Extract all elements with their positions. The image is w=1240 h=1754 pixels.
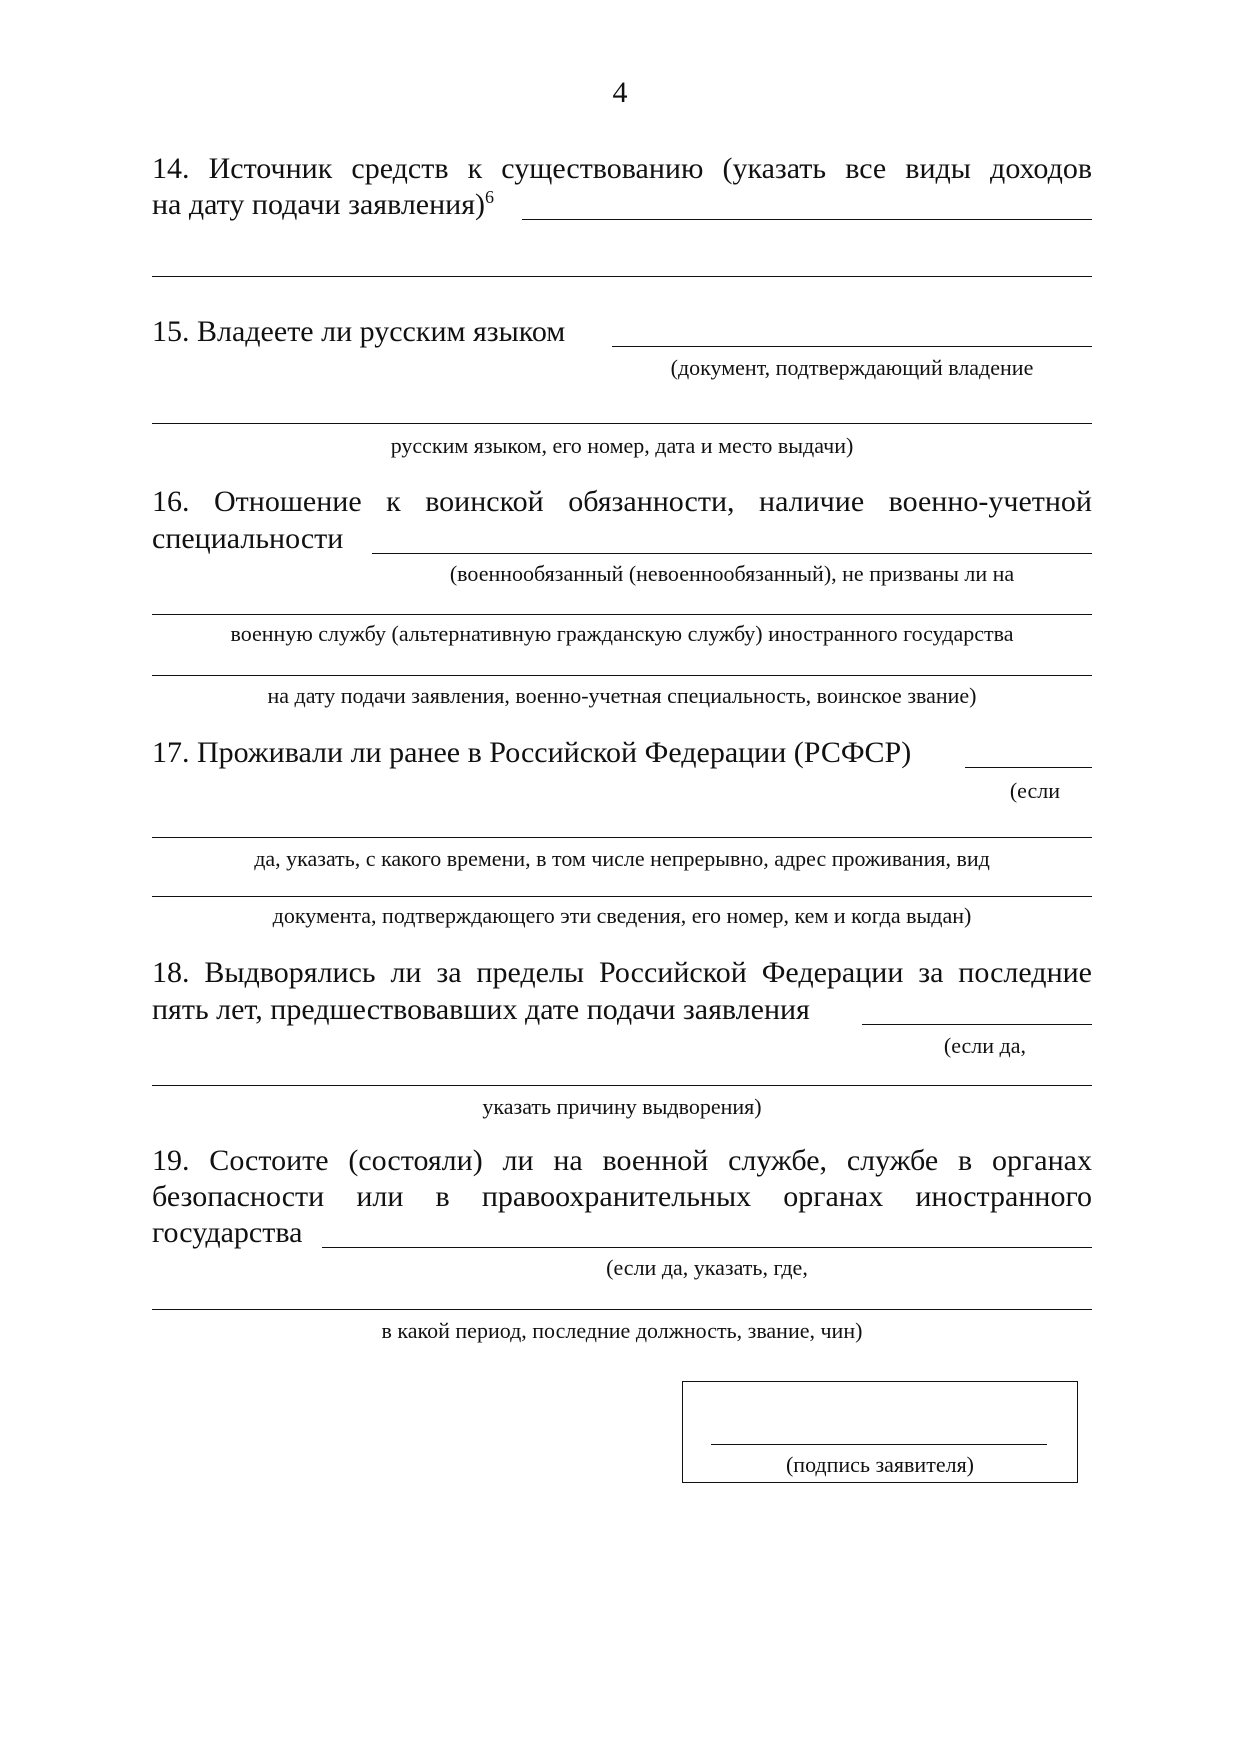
item14-question-line1: 14. Источник средств к существованию (указать все виды доходов	[152, 152, 1092, 185]
item14-answer-line2[interactable]	[152, 276, 1092, 277]
item17-question: 17. Проживали ли ранее в Российской Федерации (РСФСР)	[152, 736, 912, 769]
item18-question-line1: 18. Выдворялись ли за пределы Российской Федерации за последние	[152, 956, 1092, 989]
signature-label: (подпись заявителя)	[785, 1452, 975, 1477]
item16-hint2: военную службу (альтернативную гражданскую службу) иностранного государства	[230, 621, 1014, 646]
item19-hint1: (если да, указать, где,	[606, 1255, 808, 1280]
item19-question-line3: государства	[152, 1216, 303, 1249]
item19-question-line2: безопасности или в правоохранительных органах иностранного	[152, 1180, 1092, 1213]
item17-answer-line3[interactable]	[152, 896, 1092, 897]
item15-question: 15. Владеете ли русским языком	[152, 315, 566, 348]
item18-answer-line2[interactable]	[152, 1085, 1092, 1086]
item16-hint3: на дату подачи заявления, военно-учетная специальность, воинское звание)	[267, 683, 977, 708]
item19-question-line1: 19. Состоите (состояли) ли на военной службе, службе в органах	[152, 1144, 1092, 1177]
item14-question-text: на дату подачи заявления)	[152, 188, 486, 221]
item16-answer-line1[interactable]	[372, 553, 1092, 554]
item16-answer-line3[interactable]	[152, 675, 1092, 676]
item17-hint1: (если	[1009, 778, 1060, 803]
item18-hint2: указать причину выдворения)	[482, 1094, 762, 1119]
item14-answer-line1[interactable]	[522, 219, 1092, 220]
item15-hint1: (документ, подтверждающий владение	[670, 355, 1034, 380]
item17-hint3: документа, подтверждающего эти сведения, его номер, кем и когда выдан)	[272, 903, 972, 928]
item15-answer-line2[interactable]	[152, 423, 1092, 424]
page-number: 4	[612, 76, 628, 109]
item18-answer-line1[interactable]	[862, 1024, 1092, 1025]
item17-hint2: да, указать, с какого времени, в том числе непрерывно, адрес проживания, вид	[254, 846, 990, 871]
item19-hint2: в какой период, последние должность, звание, чин)	[381, 1318, 863, 1343]
item18-hint1: (если да,	[943, 1033, 1026, 1058]
item17-answer-line2[interactable]	[152, 837, 1092, 838]
item19-answer-line1[interactable]	[322, 1247, 1092, 1248]
item16-answer-line2[interactable]	[152, 614, 1092, 615]
item15-hint2: русским языком, его номер, дата и место выдачи)	[390, 433, 854, 458]
item16-question-line1: 16. Отношение к воинской обязанности, наличие военно-учетной	[152, 485, 1092, 518]
item19-answer-line2[interactable]	[152, 1309, 1092, 1310]
footnote-marker: 6	[485, 187, 495, 207]
signature-box	[682, 1381, 1078, 1483]
item15-answer-line1[interactable]	[612, 346, 1092, 347]
item17-answer-line1[interactable]	[965, 767, 1092, 768]
item16-hint1: (военнообязанный (невоеннообязанный), не призваны ли на	[449, 561, 1015, 586]
item14-question-line2	[152, 187, 494, 223]
item16-question-line2: специальности	[152, 522, 344, 555]
signature-line[interactable]	[711, 1444, 1047, 1445]
item18-question-line2: пять лет, предшествовавших дате подачи заявления	[152, 993, 810, 1026]
